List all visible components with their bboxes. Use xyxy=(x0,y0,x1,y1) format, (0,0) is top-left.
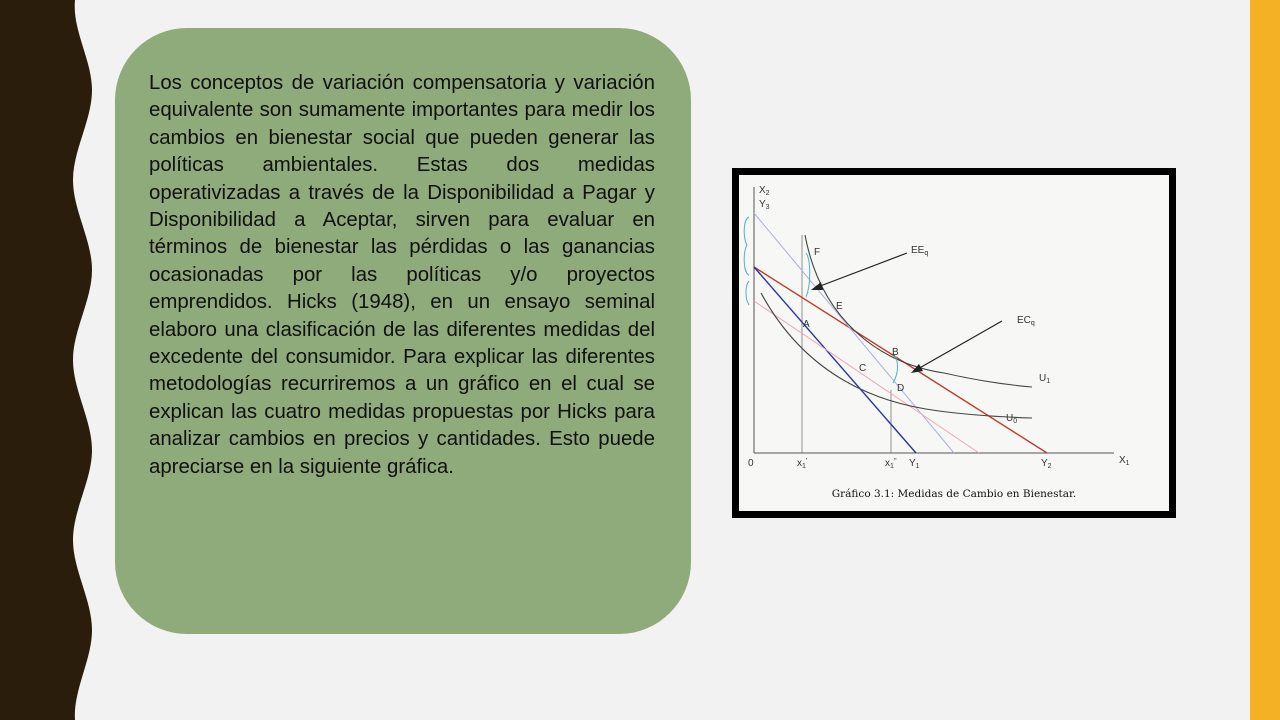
y-intercept-label: $Y_3$ xyxy=(759,199,770,211)
x-tick-x1-dprime: $x_1''$ xyxy=(885,458,897,470)
figure-frame xyxy=(732,168,1176,518)
point-c: C xyxy=(859,363,867,374)
point-d: D xyxy=(897,383,905,394)
brace-left xyxy=(744,217,749,275)
x-tick-y1: $Y_1$ xyxy=(909,458,920,470)
curve-label-u1: $U_1$ xyxy=(1039,373,1051,385)
x-tick-y2: $Y_2$ xyxy=(1041,458,1052,470)
curve-label-u0: $U_0$ xyxy=(1006,413,1018,425)
x-axis-label: $X_1$ xyxy=(1119,455,1130,467)
welfare-change-graph xyxy=(739,175,1169,511)
budget-line-blue xyxy=(754,267,916,453)
point-e: E xyxy=(836,301,843,312)
decorative-wave-border xyxy=(0,0,100,720)
budget-line-pink xyxy=(754,301,979,453)
figure-caption: Gráfico 3.1: Medidas de Cambio en Bienestar. xyxy=(831,488,1077,500)
point-f: F xyxy=(814,247,821,258)
accent-bar xyxy=(1250,0,1280,720)
brace-mid xyxy=(806,253,810,297)
brace-left-2 xyxy=(746,281,749,305)
y-axis-label: $X_2$ xyxy=(759,185,770,197)
text-box xyxy=(115,28,691,634)
body-paragraph: Los conceptos de variación compensatoria y variación equivalente son sumamente importantes para medir los cambios en bienestar social que pueden generar las políticas ambientales. Estas dos medidas operativizadas a través de la Disponibilidad a Pagar y Disponibilidad a Aceptar, sirven para evaluar en términos de bienestar las pérdidas o las ganancias ocasionadas por las políticas y/o proyectos emprendidos. Hicks (1948), en un ensayo seminal elaboro una clasificación de las diferentes medidas del excedente del consumidor. Para explicar las diferentes metodologías recurriremos a un gráfico en el cual se explican las cuatro medidas propuestas por Hicks para analizar cambios en precios y cantidades. Esto puede apreciarse en la siguiente gráfica. xyxy=(149,72,655,478)
arrow-eeq xyxy=(815,253,907,288)
point-a: A xyxy=(803,319,810,330)
origin-label: 0 xyxy=(748,458,754,469)
budget-line-red xyxy=(754,267,1047,453)
arrow-ecq xyxy=(916,321,1002,370)
curve-label-ecq: $EC_q$ xyxy=(1017,315,1035,327)
curve-label-eeq: $EE_q$ xyxy=(911,245,929,257)
x-tick-x1-prime: $x_1'$ xyxy=(797,458,808,470)
point-b: B xyxy=(892,347,899,358)
